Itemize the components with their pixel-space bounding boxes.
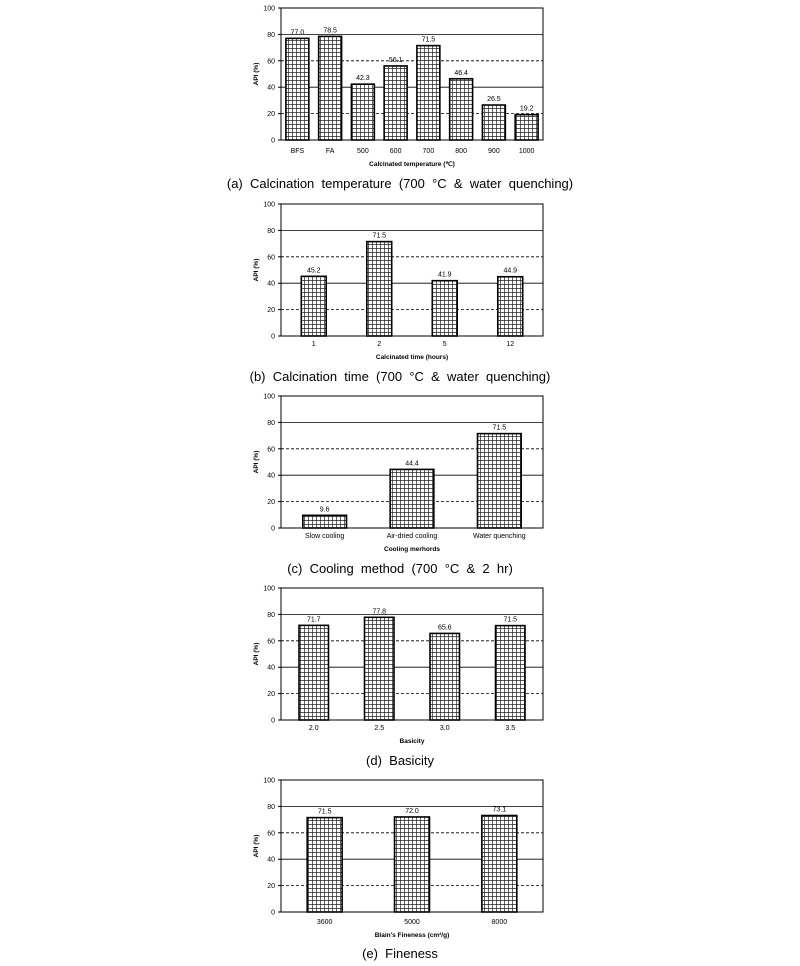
y-axis-title: API (%) (253, 450, 260, 474)
y-tick-label: 80 (267, 31, 275, 39)
bar (432, 281, 457, 336)
x-tick-label: 8000 (491, 919, 508, 926)
x-tick-label: 900 (488, 148, 500, 155)
y-tick-label: 20 (267, 307, 275, 315)
bar (319, 36, 342, 140)
bar (417, 46, 440, 140)
bar (351, 84, 374, 140)
y-tick-label: 80 (267, 803, 275, 811)
x-axis-title: Calcinated temperature (℃) (369, 161, 455, 168)
data-label: 78.5 (323, 27, 337, 35)
x-tick-label: 3600 (316, 919, 333, 926)
bar (498, 277, 523, 336)
y-tick-label: 100 (263, 585, 275, 593)
y-tick-label: 60 (267, 58, 275, 66)
bar (365, 617, 394, 720)
y-tick-label: 60 (267, 446, 275, 454)
x-tick-label: 3.5 (505, 725, 516, 732)
caption-b: (b) Calcination time (700 °C & water quenching) (249, 369, 551, 384)
y-tick-label: 0 (271, 137, 275, 145)
x-tick-label: 5000 (404, 919, 420, 926)
data-label: 77.0 (290, 29, 305, 37)
y-tick-label: 100 (263, 5, 275, 13)
y-tick-label: 80 (267, 227, 275, 235)
chart-panel-e (0, 772, 800, 966)
data-label: 45.2 (306, 267, 321, 275)
y-tick-label: 0 (271, 717, 275, 725)
y-tick-label: 20 (267, 691, 275, 699)
data-label: 46.4 (454, 69, 468, 77)
data-label: 77.8 (372, 608, 387, 616)
bar (482, 105, 505, 140)
chart-b (0, 196, 800, 366)
data-label: 71.5 (317, 808, 332, 816)
data-label: 19.2 (519, 105, 534, 113)
y-tick-label: 20 (267, 499, 275, 507)
chart-panel-a (0, 0, 800, 196)
bar (384, 66, 407, 140)
y-tick-label: 40 (267, 472, 275, 480)
x-tick-label: 12 (506, 341, 515, 348)
bar (301, 276, 326, 336)
x-tick-label: FA (325, 148, 335, 155)
x-tick-label: Water quenching (472, 533, 526, 540)
x-axis-title: Calcinated time (hours) (375, 354, 449, 361)
data-label: 42.3 (356, 75, 370, 83)
bar (286, 38, 309, 140)
x-tick-label: Air-dried cooling (386, 533, 438, 540)
bar (307, 818, 342, 912)
caption-a: (a) Calcination temperature (700 °C & water quenching) (226, 176, 574, 191)
data-label: 73.1 (492, 806, 507, 814)
data-label: 65.6 (437, 624, 452, 632)
y-tick-label: 100 (263, 777, 275, 785)
x-tick-label: BFS (290, 148, 305, 155)
caption-d: (d) Basicity (366, 753, 434, 768)
data-label: 71.5 (421, 36, 436, 44)
bar (430, 633, 459, 720)
x-tick-label: 2.5 (374, 725, 385, 732)
bar (303, 515, 347, 528)
data-label: 71.5 (492, 424, 507, 432)
bar (390, 469, 434, 528)
chart-d (0, 580, 800, 750)
x-axis-title: Cooling merhords (384, 546, 440, 553)
x-tick-label: 1000 (518, 148, 535, 155)
y-axis-title: API (%) (253, 642, 260, 666)
chart-e (0, 772, 800, 944)
data-label: 41.9 (437, 271, 452, 279)
data-label: 44.9 (503, 267, 518, 275)
x-axis-title: Basicity (399, 738, 425, 745)
x-tick-label: 500 (357, 148, 369, 155)
y-tick-label: 100 (263, 201, 275, 209)
bar (482, 816, 517, 912)
x-tick-label: 600 (389, 148, 402, 155)
chart-panel-b (0, 196, 800, 388)
chart-a (0, 0, 800, 170)
chart-panel-c (0, 388, 800, 580)
bar (299, 625, 328, 720)
chart-c (0, 388, 800, 558)
y-tick-label: 0 (271, 333, 275, 341)
y-tick-label: 100 (263, 393, 275, 401)
x-tick-label: 2 (377, 341, 382, 348)
bar (367, 242, 392, 336)
y-tick-label: 60 (267, 638, 275, 646)
chart-panel-d (0, 580, 800, 772)
y-axis-title: API (%) (253, 258, 260, 282)
data-label: 72.0 (405, 807, 419, 815)
data-label: 71.5 (372, 232, 387, 240)
y-axis-title: API (%) (253, 62, 260, 86)
data-label: 26.5 (487, 96, 501, 104)
x-tick-label: 5 (442, 341, 447, 348)
caption-e: (e) Fineness (362, 946, 438, 961)
bar (395, 817, 430, 912)
x-tick-label: 800 (455, 148, 467, 155)
bar (478, 434, 522, 528)
x-tick-label: 3.0 (439, 725, 450, 732)
bar (496, 626, 525, 720)
y-tick-label: 40 (267, 664, 275, 672)
y-axis-title: API (%) (253, 834, 260, 858)
data-label: 56.1 (388, 56, 403, 64)
x-tick-label: 1 (311, 341, 316, 348)
bar (450, 79, 473, 140)
y-tick-label: 60 (267, 254, 275, 262)
x-axis-title: Blain's Fineness (cm²/g) (374, 932, 450, 939)
y-tick-label: 0 (271, 525, 275, 533)
y-tick-label: 60 (267, 830, 275, 838)
data-label: 44.4 (405, 460, 419, 468)
y-tick-label: 0 (271, 909, 275, 917)
caption-c: (c) Cooling method (700 °C & 2 hr) (287, 561, 513, 576)
data-label: 71.7 (306, 616, 321, 624)
x-tick-label: 700 (422, 148, 435, 155)
y-tick-label: 20 (267, 883, 275, 891)
y-tick-label: 20 (267, 111, 275, 119)
y-tick-label: 80 (267, 611, 275, 619)
data-label: 9.6 (319, 506, 330, 514)
y-tick-label: 40 (267, 84, 275, 92)
y-tick-label: 40 (267, 280, 275, 288)
bar (515, 115, 538, 140)
y-tick-label: 40 (267, 856, 275, 864)
data-label: 71.5 (503, 616, 518, 624)
x-tick-label: 2.0 (308, 725, 319, 732)
y-tick-label: 80 (267, 419, 275, 427)
x-tick-label: Slow cooling (305, 533, 345, 540)
